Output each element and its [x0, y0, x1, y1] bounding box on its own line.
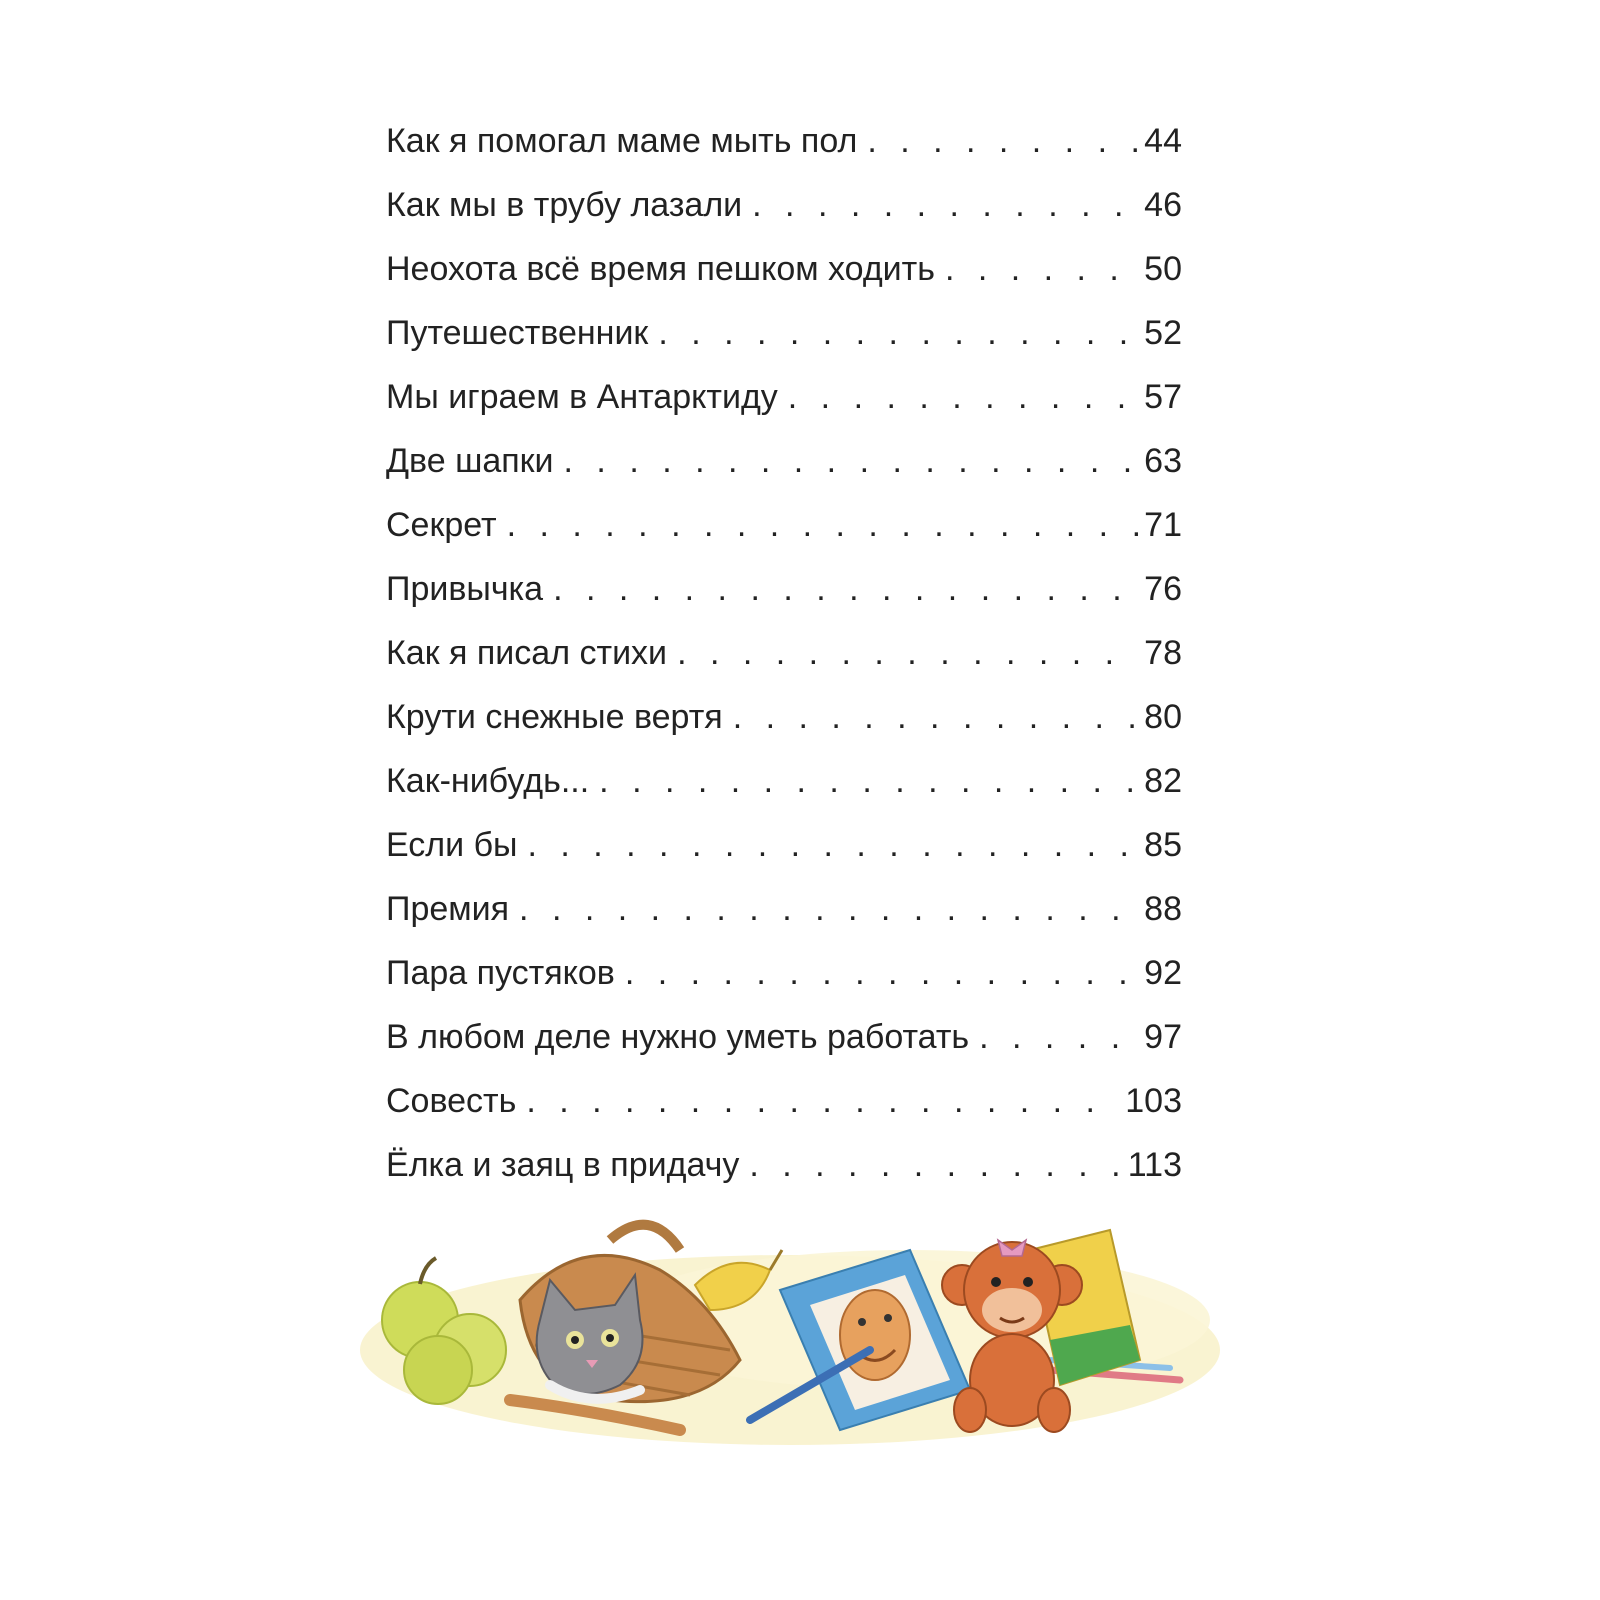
- toc-entry-title: Путешественник: [386, 314, 649, 352]
- toc-entry-title: Как-нибудь...: [386, 762, 590, 800]
- toc-entry-page: 50: [1144, 250, 1182, 288]
- toc-entry-title: Пара пустяков: [386, 954, 615, 992]
- toc-entry: [386, 634, 1182, 698]
- toc-entry: [386, 954, 1182, 1018]
- toc-dot-leader: [507, 506, 1141, 545]
- toc-dot-leader: [752, 186, 1140, 225]
- toc-entry-title: Мы играем в Антарктиду: [386, 378, 778, 416]
- toc-entry-title: В любом деле нужно уметь работать: [386, 1018, 970, 1056]
- toc-dot-leader: [945, 250, 1140, 289]
- toc-dot-leader: [526, 1082, 1121, 1121]
- toc-dot-leader: [658, 314, 1140, 353]
- toc-entry-title: Две шапки: [386, 442, 554, 480]
- toc-entry-page: 46: [1144, 186, 1182, 224]
- illustration: [350, 1210, 1230, 1470]
- toc-dot-leader: [749, 1146, 1123, 1185]
- toc-dot-leader: [788, 378, 1140, 417]
- toc-entry-page: 78: [1144, 634, 1182, 672]
- toc-entry-page: 103: [1125, 1082, 1182, 1120]
- toc-entry-title: Ёлка и заяц в придачу: [386, 1146, 740, 1184]
- toc-entry-page: 85: [1144, 826, 1182, 864]
- toc-dot-leader: [599, 762, 1140, 801]
- toc-dot-leader: [553, 570, 1140, 609]
- toc-entry-page: 92: [1144, 954, 1182, 992]
- toc-entry-title: Как мы в трубу лазали: [386, 186, 743, 224]
- toc-entry: [386, 570, 1182, 634]
- toc-dot-leader: [733, 698, 1140, 737]
- toc-entry-page: 44: [1144, 122, 1182, 160]
- toc-entry: [386, 1146, 1182, 1210]
- toc-entry-title: Как я писал стихи: [386, 634, 668, 672]
- toc-entry-title: Привычка: [386, 570, 544, 608]
- toc-entry-title: Неохота всё время пешком ходить: [386, 250, 935, 288]
- toc-entry: [386, 378, 1182, 442]
- toc-entry-title: Если бы: [386, 826, 518, 864]
- toc-dot-leader: [625, 954, 1140, 993]
- toc-dot-leader: [527, 826, 1140, 865]
- toc-entry-page: 52: [1144, 314, 1182, 352]
- toc-entry-title: Секрет: [386, 506, 497, 544]
- toc-entry: [386, 186, 1182, 250]
- toc-entry-page: 82: [1144, 762, 1182, 800]
- toc-entry-page: 88: [1144, 890, 1182, 928]
- toc-dot-leader: [677, 634, 1140, 673]
- toc-dot-leader: [979, 1018, 1140, 1057]
- toc-entry-title: Совесть: [386, 1082, 517, 1120]
- toc-entry: [386, 762, 1182, 826]
- toc-dot-leader: [867, 122, 1140, 161]
- toc-entry-page: 71: [1144, 506, 1182, 544]
- toc-entry-page: 57: [1144, 378, 1182, 416]
- toc-entry: [386, 1018, 1182, 1082]
- toc-entry: [386, 1082, 1182, 1146]
- toc-entry: [386, 314, 1182, 378]
- toc-entry: [386, 826, 1182, 890]
- toc-entry: [386, 442, 1182, 506]
- toc-entry-title: Как я помогал маме мыть пол: [386, 122, 858, 160]
- toc-entry-title: Крути снежные вертя: [386, 698, 723, 736]
- toc-entry-page: 76: [1144, 570, 1182, 608]
- toc-entry-page: 97: [1144, 1018, 1182, 1056]
- toc-entry-page: 80: [1144, 698, 1182, 736]
- toc-entry-title: Премия: [386, 890, 510, 928]
- toc-entry-page: 63: [1144, 442, 1182, 480]
- toc-dot-leader: [564, 442, 1141, 481]
- toc-entry-page: 113: [1127, 1146, 1182, 1184]
- toc-entry: [386, 698, 1182, 762]
- toc-dot-leader: [519, 890, 1140, 929]
- toc-entry: [386, 122, 1182, 186]
- toc-entry: [386, 506, 1182, 570]
- toc-entry: [386, 250, 1182, 314]
- toc-entry: [386, 890, 1182, 954]
- table-of-contents: [386, 122, 1182, 1210]
